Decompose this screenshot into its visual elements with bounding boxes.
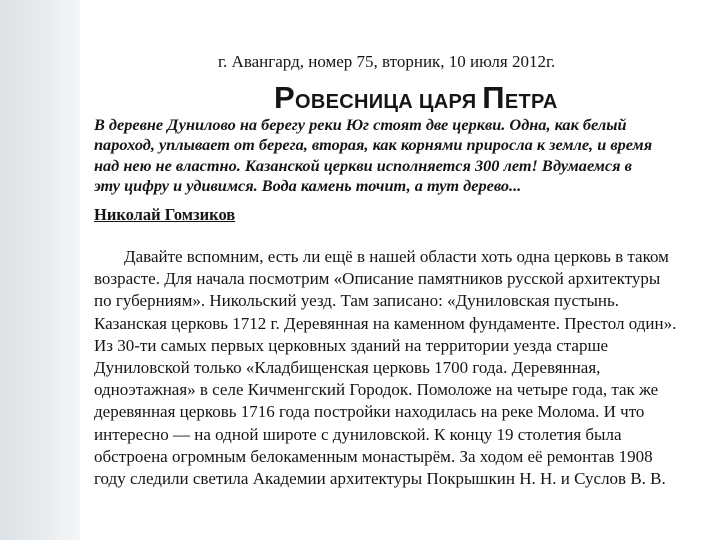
dateline: г. Авангард, номер 75, вторник, 10 июля 2012г. <box>218 52 556 71</box>
body-line: Дуниловской только «Кладбищенская церковь 1700 года. Деревянная, <box>94 358 601 378</box>
headline-initial-2: П <box>482 80 505 115</box>
body-line: одноэтажная» в селе Кичменгский Городок. Помоложе на четыре года, так же <box>94 380 659 400</box>
lead-line: В деревне Дунилово на берегу реки Юг стоят две церкви. Одна, как белый <box>94 115 627 134</box>
headline-word-1: ОВЕСНИЦА ЦАРЯ <box>294 91 483 113</box>
lead-line: над нею не властно. Казанской церкви исполняется 300 лет! Вдумаемся в <box>94 155 632 175</box>
body-line: интересно — на одной широте с дуниловской. К концу 19 столетия была <box>94 424 622 444</box>
lead-line: эту цифру и удивимся. Вода камень точит, а тут дерево... <box>94 175 522 195</box>
article-headline <box>274 80 558 116</box>
headline-word-2: ЕТРА <box>504 91 558 113</box>
newspaper-page <box>94 0 700 540</box>
body-line: деревянная церковь 1716 года постройки находилась на реке Молома. И что <box>94 402 645 422</box>
body-line: Казанская церковь 1712 г. Деревянная на каменном фундаменте. Престол один». <box>94 313 677 333</box>
lead-paragraph <box>94 115 700 196</box>
body-line: Давайте вспомним, есть ли ещё в нашей области хоть одна церковь в таком <box>124 247 669 266</box>
body-line: возрасте. Для начала посмотрим «Описание памятников русской архитектуры <box>94 269 661 289</box>
lead-line: пароход, уплывает от берега, вторая, как корнями приросла к земле, и время <box>94 135 653 155</box>
headline-initial-1: Р <box>274 80 295 115</box>
body-line: обстроена огромным белокаменным монастырём. За ходом её ремонтав 1908 <box>94 446 653 466</box>
body-line: по губерниям». Никольский уезд. Там записано: «Дуниловская пустынь. <box>94 291 620 311</box>
body-line: году следили светила Академии архитектуры Покрышкин Н. Н. и Суслов В. В. <box>94 469 666 489</box>
body-line: Из 30-ти самых первых церковных зданий на территории уезда старше <box>94 335 609 355</box>
article-body <box>94 246 700 490</box>
author-byline: Николай Гомзиков <box>94 205 236 224</box>
left-margin-strip <box>0 0 80 540</box>
